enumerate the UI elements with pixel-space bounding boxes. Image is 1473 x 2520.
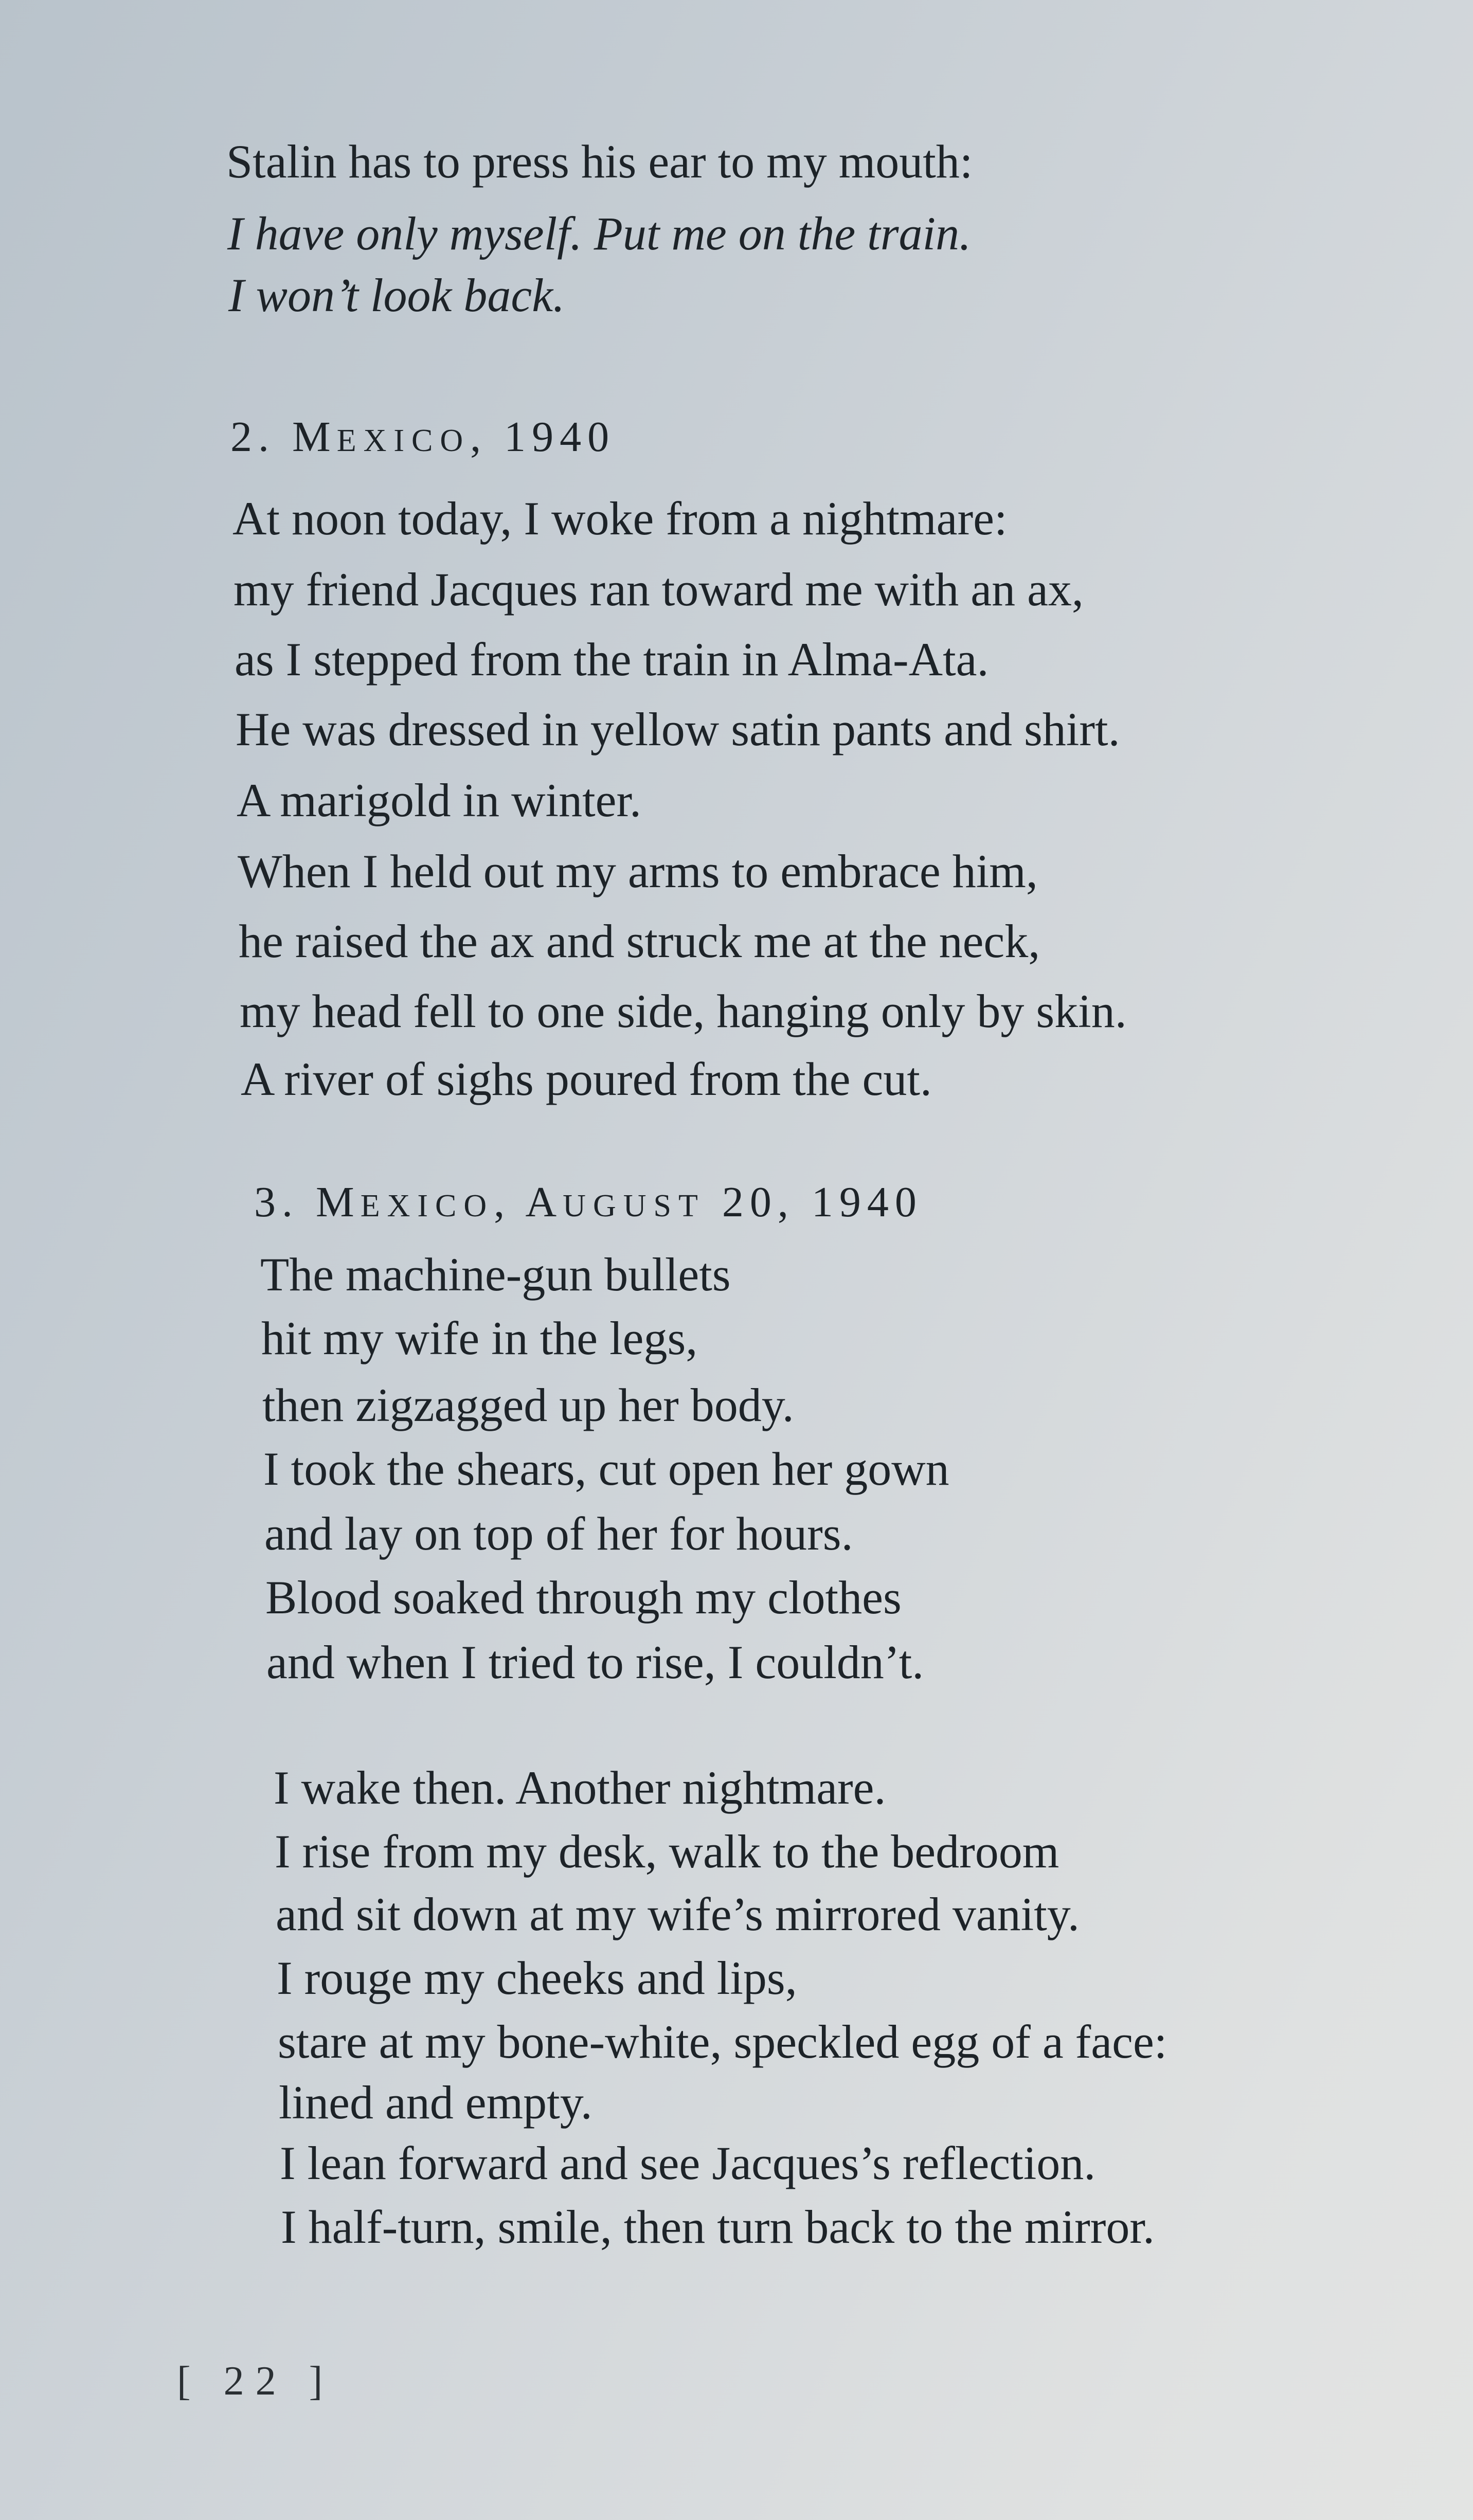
heading-cap: M	[316, 1178, 361, 1226]
poem-line: A marigold in winter.	[237, 774, 642, 826]
poem-line: and when I tried to rise, I couldn’t.	[266, 1636, 924, 1688]
heading-cap: M	[292, 413, 337, 461]
poem-line: I rouge my cheeks and lips,	[277, 1952, 797, 2004]
page-number: [ 22 ]	[177, 2359, 334, 2404]
poem-line: my friend Jacques ran toward me with an ax,	[233, 563, 1084, 616]
heading-date: 20, 1940	[722, 1178, 923, 1226]
poem-line: The machine-gun bullets	[260, 1248, 731, 1301]
poem-line: I lean forward and see Jacques’s reflection.	[280, 2137, 1096, 2189]
poem-line: Stalin has to press his ear to my mouth:	[226, 135, 973, 188]
poem-line-italic: I won’t look back.	[228, 269, 565, 321]
heading-cap: A	[525, 1178, 563, 1226]
section-number: 3.	[254, 1178, 299, 1226]
poem-line: lined and empty.	[279, 2076, 592, 2129]
poem-line: When I held out my arms to embrace him,	[238, 845, 1038, 897]
heading-small-caps: EXICO	[360, 1189, 494, 1223]
poem-line: he raised the ax and struck me at the neck,	[239, 915, 1040, 967]
section-heading	[254, 1178, 923, 1226]
section-number: 2.	[230, 413, 275, 461]
heading-small-caps: UGUST	[563, 1189, 705, 1223]
poem-line: I half-turn, smile, then turn back to the mirror.	[281, 2201, 1155, 2253]
poem-line: stare at my bone-white, speckled egg of a face:	[278, 2015, 1167, 2068]
poem-line: then zigzagged up her body.	[262, 1379, 794, 1431]
poem-line: and sit down at my wife’s mirrored vanity.	[276, 1888, 1080, 1940]
heading-year: , 1940	[470, 413, 616, 461]
poem-line: I rise from my desk, walk to the bedroom	[275, 1825, 1059, 1878]
poem-line: Blood soaked through my clothes	[265, 1571, 902, 1624]
poem-line: and lay on top of her for hours.	[264, 1507, 853, 1560]
poem-line: hit my wife in the legs,	[261, 1312, 698, 1364]
heading-comma: ,	[494, 1178, 511, 1226]
poem-line: A river of sighs poured from the cut.	[241, 1053, 932, 1105]
poem-line: I wake then. Another nightmare.	[274, 1761, 886, 1814]
poem-line-italic: I have only myself. Put me on the train.	[227, 207, 972, 260]
section-heading	[230, 413, 616, 461]
poem-line: I took the shears, cut open her gown	[263, 1443, 949, 1495]
poem-line: He was dressed in yellow satin pants and shirt.	[236, 703, 1120, 755]
poem-line: At noon today, I woke from a nightmare:	[232, 492, 1008, 545]
poem-line: my head fell to one side, hanging only by skin.	[240, 985, 1127, 1037]
poem-line: as I stepped from the train in Alma-Ata.	[235, 633, 989, 686]
heading-small-caps: EXICO	[336, 423, 471, 458]
